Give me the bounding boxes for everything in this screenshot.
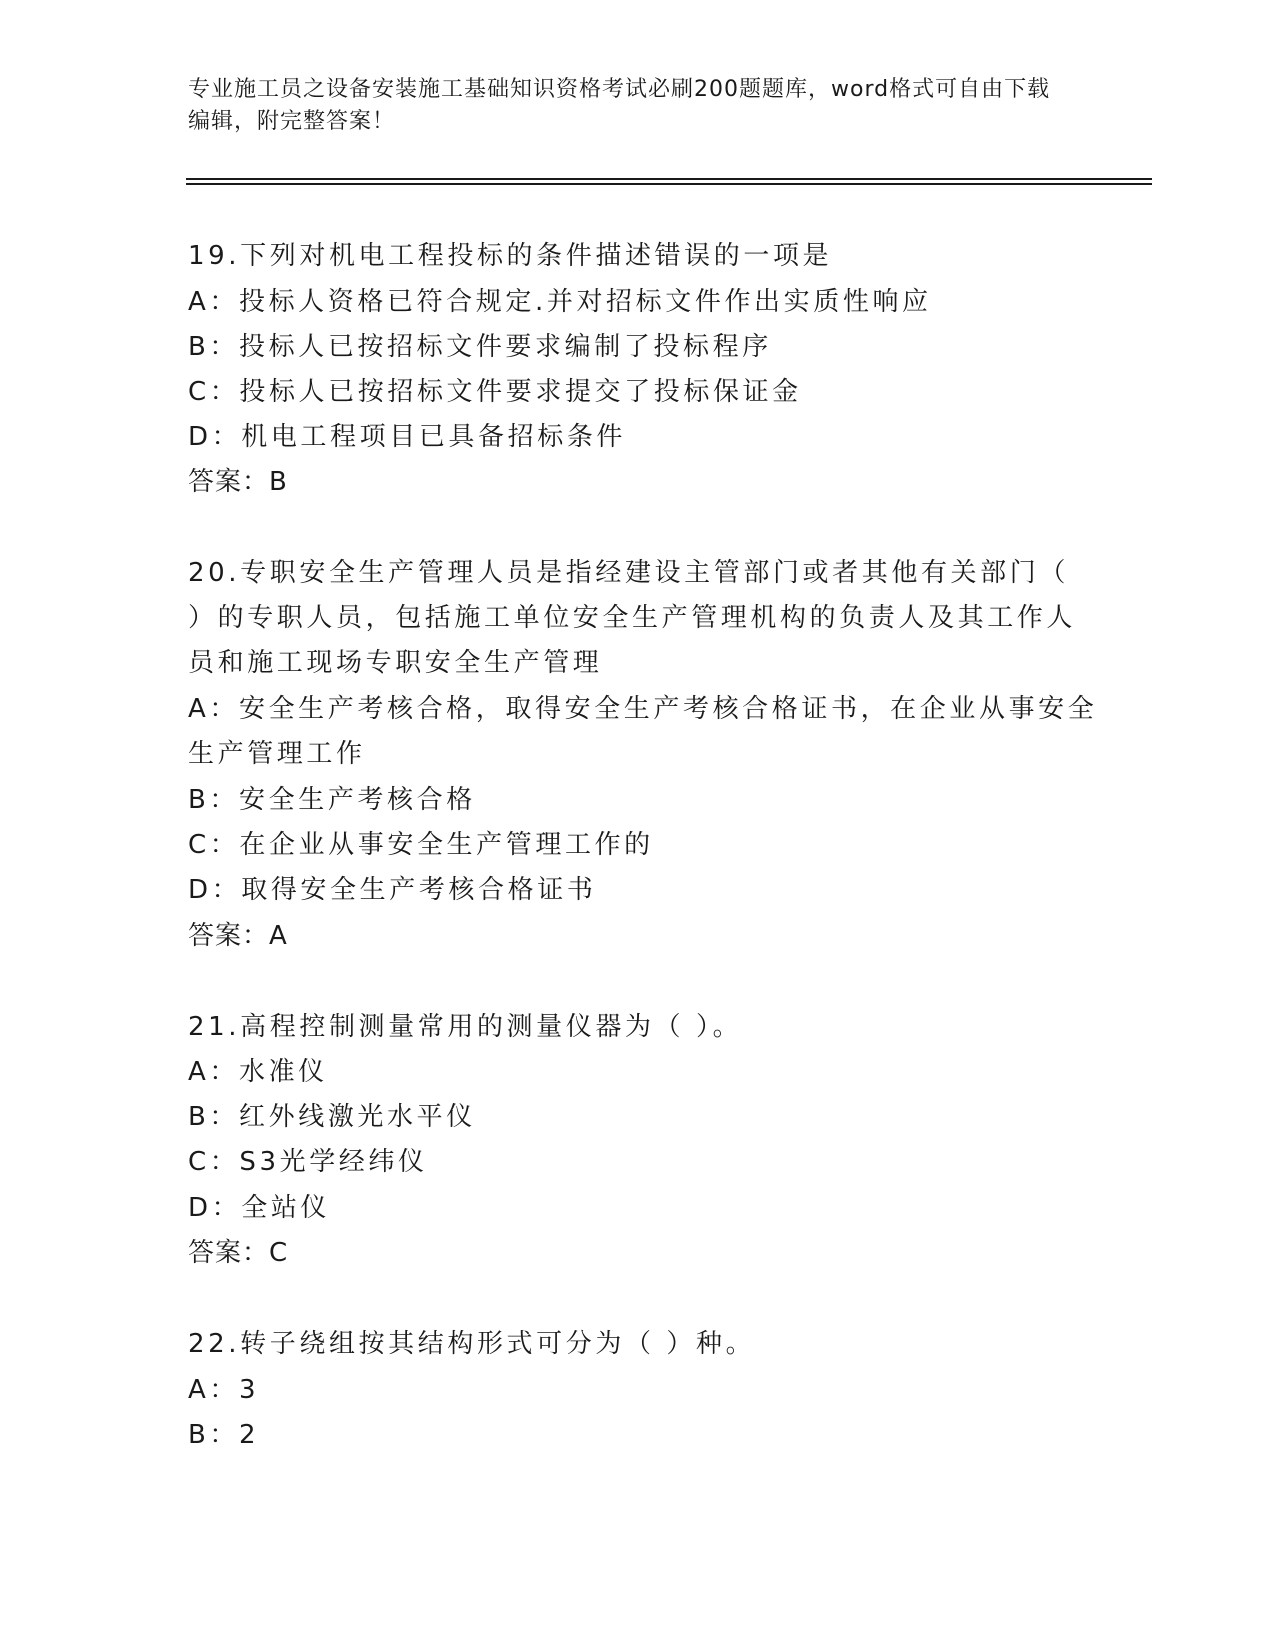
question-21-option-b: B：红外线激光水平仪 [188, 1102, 476, 1132]
question-20-option-d: D：取得安全生产考核合格证书 [188, 875, 597, 905]
question-20-option-a-continued: 生产管理工作 [188, 739, 366, 769]
question-21-option-d: D：全站仪 [188, 1193, 331, 1223]
question-21-answer: 答案：C [188, 1238, 289, 1268]
question-20-stem-line-1: 20.专职安全生产管理人员是指经建设主管部门或者其他有关部门（ [188, 558, 1069, 588]
question-22-stem: 22.转子绕组按其结构形式可分为（ ）种。 [188, 1329, 756, 1359]
question-21-option-a: A：水准仪 [188, 1057, 328, 1087]
question-20-option-a: A：安全生产考核合格，取得安全生产考核合格证书，在企业从事安全 [188, 694, 1098, 724]
header-divider-top [186, 178, 1152, 180]
question-19-stem: 19.下列对机电工程投标的条件描述错误的一项是 [188, 241, 833, 271]
header-divider-bottom [186, 183, 1152, 185]
question-20-stem-line-2: ）的专职人员，包括施工单位安全生产管理机构的负责人及其工作人 [188, 603, 1077, 633]
question-20-option-b: B：安全生产考核合格 [188, 785, 476, 815]
question-19-option-a: A：投标人资格已符合规定.并对招标文件作出实质性响应 [188, 287, 932, 317]
question-20-option-c: C：在企业从事安全生产管理工作的 [188, 830, 654, 860]
question-19-option-d: D：机电工程项目已具备招标条件 [188, 422, 627, 452]
question-21-stem: 21.高程控制测量常用的测量仪器为（ ）。 [188, 1012, 743, 1042]
question-19-option-c: C：投标人已按招标文件要求提交了投标保证金 [188, 377, 802, 407]
document-header: 专业施工员之设备安装施工基础知识资格考试必刷200题题库，word格式可自由下载编辑，附完整答案！ [188, 77, 1051, 134]
question-22-option-b: B：2 [188, 1420, 260, 1450]
question-19-answer: 答案：B [188, 467, 288, 497]
question-21-option-c: C：S3光学经纬仪 [188, 1147, 428, 1177]
question-22-option-a: A：3 [188, 1375, 260, 1405]
question-20-stem-line-3: 员和施工现场专职安全生产管理 [188, 648, 603, 678]
question-19-option-b: B：投标人已按招标文件要求编制了投标程序 [188, 332, 772, 362]
question-20-answer: 答案：A [188, 921, 288, 951]
